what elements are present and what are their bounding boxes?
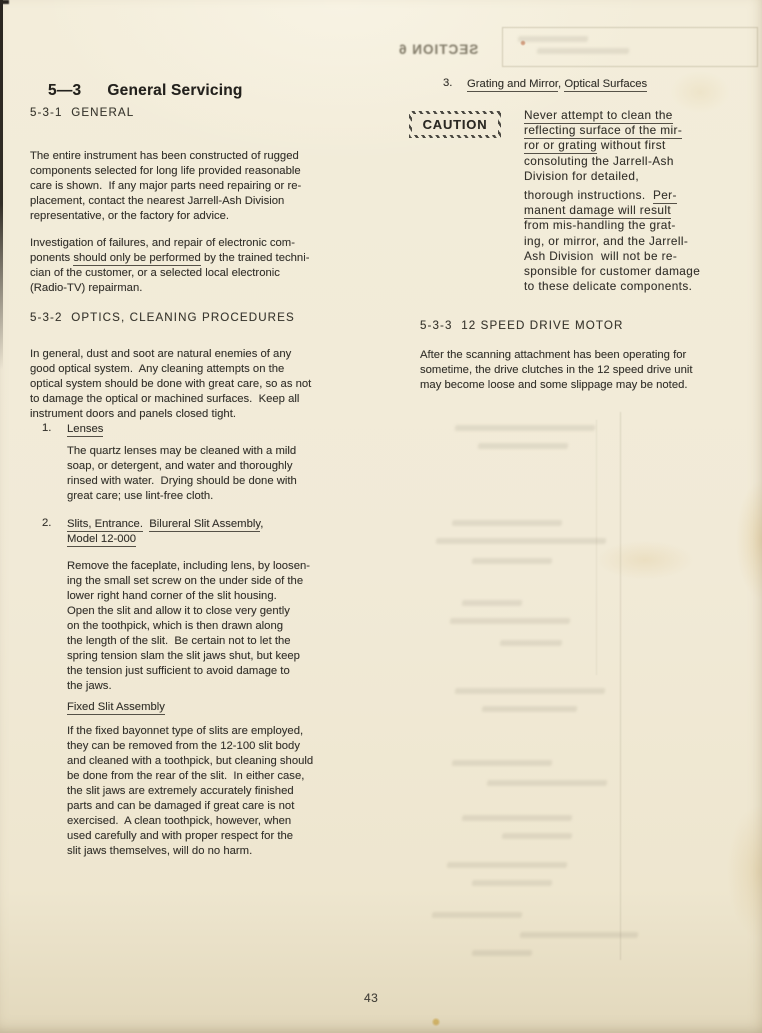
paragraph-general-1 <box>30 149 301 224</box>
bleed-through-smudge <box>487 780 607 786</box>
bleed-through-smudge <box>447 862 567 868</box>
bleed-through-smudge <box>462 815 572 821</box>
section-title-text: General Servicing <box>107 82 243 99</box>
list-title-slits <box>67 517 263 547</box>
text-line: Open the slit and allow it to close very gently <box>67 605 290 617</box>
text-line: the jaws. <box>67 680 112 692</box>
text-line: Never attempt to clean the <box>524 108 673 122</box>
bleed-through-smudge <box>472 558 552 564</box>
bleed-through-smudge <box>500 640 562 646</box>
bleed-through-smudge <box>452 520 562 526</box>
text-line: care is shown. If any major parts need repairing or re- <box>30 180 302 192</box>
scan-edge-left <box>0 0 3 370</box>
text-line: cian of the customer, or a selected local electronic <box>30 267 280 279</box>
bleed-through-smudge <box>432 912 522 918</box>
text-line: ing the small set screw on the under side of the <box>67 575 304 587</box>
text-line: used carefully and with proper respect for the <box>67 830 294 842</box>
text-line: the slit jaws are extremely accurately finished <box>67 785 294 797</box>
paragraph-optics <box>30 347 311 422</box>
paragraph-caution <box>524 108 762 294</box>
text-line: spring tension slam the slit jaws shut, but keep <box>67 650 300 662</box>
text-line: manent damage will result <box>524 203 672 218</box>
text-line: and cleaned with a toothpick, but cleaning should <box>67 755 314 767</box>
text-line: (Radio-TV) repairman. <box>30 282 143 294</box>
text-line: thorough instructions. Per- <box>524 188 677 203</box>
text-line: reflecting surface of the mir- <box>524 123 683 138</box>
text-line: they can be removed from the 12-100 slit body <box>67 740 300 752</box>
scan-corner-mark <box>0 0 9 4</box>
section-number: 5—3 <box>48 82 82 99</box>
list-number-2: 2. <box>42 517 52 529</box>
text-line: optical system should be done with great care, so as not <box>30 378 312 390</box>
paragraph-lenses <box>67 444 297 504</box>
paragraph-fixed-slit <box>67 724 313 859</box>
text-line: the tension just sufficient to avoid damage to <box>67 665 290 677</box>
text-line: consoluting the Jarrell-Ash <box>524 153 674 168</box>
bleed-through-smudge <box>478 443 568 449</box>
text-line: In general, dust and soot are natural enemies of any <box>30 348 292 360</box>
text-line: Investigation of failures, and repair of electronic com- <box>30 237 295 249</box>
list-title-grating <box>467 77 647 92</box>
text-line: be done from the rear of the slit. In either case, <box>67 770 305 782</box>
text-line: lower right hand corner of the slit housing. <box>67 590 277 602</box>
text-line: Slits, Entrance. Bilureral Slit Assembly, <box>67 518 264 530</box>
bleed-through-smudge <box>502 833 572 839</box>
text-line: to damage the optical or machined surfaces. Keep all <box>30 393 300 405</box>
heading-5-3-2: 5-3-2 OPTICS, CLEANING PROCEDURES <box>30 311 295 324</box>
list-title-lenses <box>67 422 103 437</box>
text-line: to these delicate components. <box>524 279 693 294</box>
text-line: great care; use lint-free cloth. <box>67 490 214 502</box>
text-line: on the toothpick, which is then drawn along <box>67 620 284 632</box>
text-line: The entire instrument has been constructed of rugged <box>30 150 299 162</box>
paragraph-slits <box>67 559 310 694</box>
bleed-through-rule <box>596 420 597 675</box>
text-line: Grating and Mirror, Optical Surfaces <box>467 78 648 90</box>
text-line: Remove the faceplate, including lens, by loosen- <box>67 560 311 572</box>
text-line: from mis-handling the grat- <box>524 218 676 233</box>
text-line: Fixed Slit Assembly <box>67 701 165 713</box>
text-line: components selected for long life provided reasonable <box>30 165 301 177</box>
bleed-through-smudge <box>436 538 606 544</box>
text-line: ror or grating without first <box>524 138 666 153</box>
bleed-through-smudge <box>452 760 552 766</box>
heading-5-3-3: 5-3-3 12 SPEED DRIVE MOTOR <box>420 319 624 332</box>
bleed-through-smudge <box>482 706 577 712</box>
text-line: representative, or the factory for advice. <box>30 210 230 222</box>
text-line: If the fixed bayonnet type of slits are employed, <box>67 725 304 737</box>
text-line: parts and can be damaged if great care is not <box>67 800 295 812</box>
text-line: sometime, the drive clutches in the 12 speed drive unit <box>420 364 693 376</box>
text-line: Lenses <box>67 423 104 435</box>
text-line: The quartz lenses may be cleaned with a mild <box>67 445 297 457</box>
bleed-through-box <box>502 27 758 67</box>
text-line: the length of the slit. Be certain not to let the <box>67 635 291 647</box>
list-number-3: 3. <box>443 77 453 89</box>
text-line: good optical system. Any cleaning attempts on the <box>30 363 285 375</box>
bleed-through-smudge <box>450 618 570 624</box>
page-number: 43 <box>364 991 379 1005</box>
text-line: ponents should only be performed by the trained techni- <box>30 252 310 264</box>
paragraph-general-2 <box>30 236 309 296</box>
bleed-through-smudge <box>537 48 629 54</box>
text-line: Ash Division will not be re- <box>524 248 678 263</box>
text-line: exercised. A clean toothpick, however, when <box>67 815 292 827</box>
text-line: Model 12-000 <box>67 533 137 545</box>
text-line: ing, or mirror, and the Jarrell- <box>524 233 689 248</box>
caution-label: CAUTION <box>412 114 499 136</box>
bleed-through-smudge <box>472 950 532 956</box>
caution-box <box>409 111 501 138</box>
heading-5-3-1: 5-3-1 GENERAL <box>30 106 135 119</box>
text-line: rinsed with water. Drying should be done with <box>67 475 297 487</box>
bleed-through-section-label: SECTION 6 <box>398 42 479 57</box>
bleed-through-smudge <box>518 36 588 42</box>
text-line: Division for detailed, <box>524 168 640 183</box>
text-line: placement, contact the nearest Jarrell-Ash Division <box>30 195 285 207</box>
text-line: sponsible for customer damage <box>524 264 701 279</box>
bleed-through-smudge <box>455 688 605 694</box>
bleed-through-smudge <box>472 880 552 886</box>
list-number-1: 1. <box>42 422 52 434</box>
text-line: soap, or detergent, and water and thoroughly <box>67 460 293 472</box>
bleed-through-smudge <box>455 425 595 431</box>
bleed-through-smudge <box>462 600 522 606</box>
paragraph-drive-motor <box>420 348 693 393</box>
text-line: may become loose and some slippage may be noted. <box>420 379 688 391</box>
heading-fixed-slit <box>67 700 165 715</box>
text-line: instrument doors and panels closed tight. <box>30 408 236 420</box>
bleed-through-rule <box>620 412 621 960</box>
text-line: slit jaws themselves, will do no harm. <box>67 845 253 857</box>
text-line: After the scanning attachment has been operating for <box>420 349 687 361</box>
